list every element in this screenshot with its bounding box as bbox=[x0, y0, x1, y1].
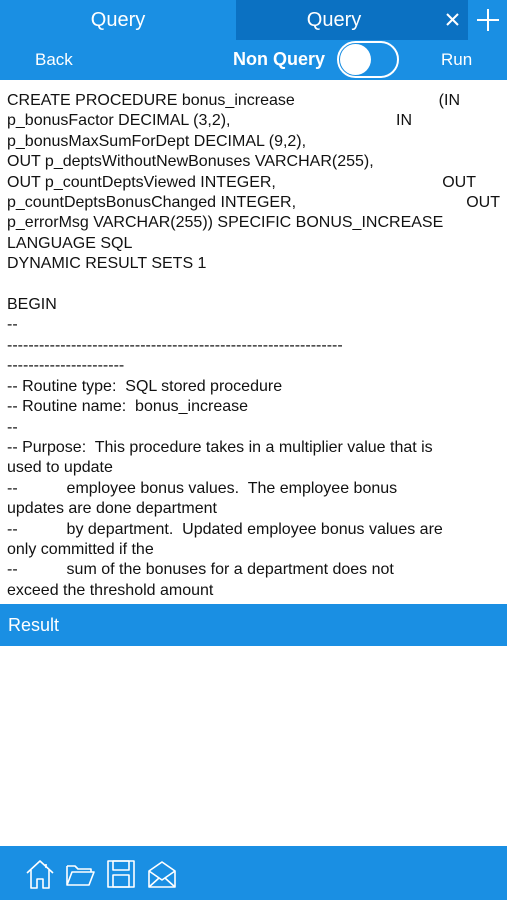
non-query-toggle[interactable] bbox=[337, 41, 399, 78]
bottom-toolbar bbox=[0, 846, 507, 900]
result-header: Result bbox=[0, 604, 507, 646]
code-line: updates are done department bbox=[7, 500, 217, 518]
code-line: p_countDeptsBonusChanged INTEGER, OUT bbox=[7, 194, 500, 212]
query-toolbar bbox=[0, 40, 507, 80]
code-line: -- sum of the bonuses for a department does not bbox=[7, 561, 394, 579]
code-line: -- Routine type: SQL stored procedure bbox=[7, 377, 283, 395]
mail-icon[interactable] bbox=[146, 858, 178, 890]
code-line: LANGUAGE SQL bbox=[7, 234, 133, 252]
code-line: p_errorMsg VARCHAR(255)) SPECIFIC BONUS_INCREASE bbox=[7, 214, 444, 232]
toggle-knob bbox=[340, 44, 371, 75]
save-icon[interactable] bbox=[105, 858, 137, 890]
run-button[interactable]: Run bbox=[441, 50, 473, 69]
code-line: BEGIN bbox=[7, 296, 57, 314]
code-line: p_bonusMaxSumForDept DECIMAL (9,2), bbox=[7, 132, 307, 150]
folder-open-icon[interactable] bbox=[64, 858, 96, 890]
non-query-label: Non Query bbox=[233, 49, 326, 69]
tab-bar bbox=[0, 0, 507, 40]
result-area bbox=[0, 646, 507, 846]
code-line: ---------------------- bbox=[7, 357, 125, 375]
code-line: -- by department. Updated employee bonus values are bbox=[7, 520, 443, 538]
code-line: --------------------------------------------------------------- bbox=[7, 336, 343, 354]
tab-query-2-active[interactable] bbox=[236, 0, 468, 40]
code-line: OUT p_countDeptsViewed INTEGER, OUT bbox=[7, 173, 476, 191]
sql-editor[interactable] bbox=[0, 80, 507, 604]
code-line: exceed the threshold amount bbox=[7, 581, 214, 599]
code-line: -- bbox=[7, 316, 18, 334]
code-line bbox=[7, 275, 500, 295]
code-line: only committed if the bbox=[7, 540, 154, 558]
code-line: -- employee bonus values. The employee bonus bbox=[7, 479, 398, 497]
code-line: CREATE PROCEDURE bonus_increase (IN bbox=[7, 92, 460, 109]
home-icon[interactable] bbox=[24, 858, 56, 890]
plus-icon[interactable] bbox=[468, 0, 507, 40]
tab-label: Query bbox=[306, 9, 362, 31]
code-line: used to update bbox=[7, 459, 113, 477]
back-button[interactable]: Back bbox=[35, 50, 73, 69]
code-line: -- bbox=[7, 418, 18, 436]
code-line: -- Purpose: This procedure takes in a multiplier value that is bbox=[7, 438, 433, 456]
code-line: p_bonusFactor DECIMAL (3,2), IN bbox=[7, 112, 412, 130]
close-icon[interactable] bbox=[441, 0, 465, 40]
code-line: -- Routine name: bonus_increase bbox=[7, 398, 249, 416]
tab-query-1[interactable]: Query bbox=[90, 9, 146, 31]
code-line: DYNAMIC RESULT SETS 1 bbox=[7, 255, 207, 273]
code-line: OUT p_deptsWithoutNewBonuses VARCHAR(255), bbox=[7, 153, 374, 171]
